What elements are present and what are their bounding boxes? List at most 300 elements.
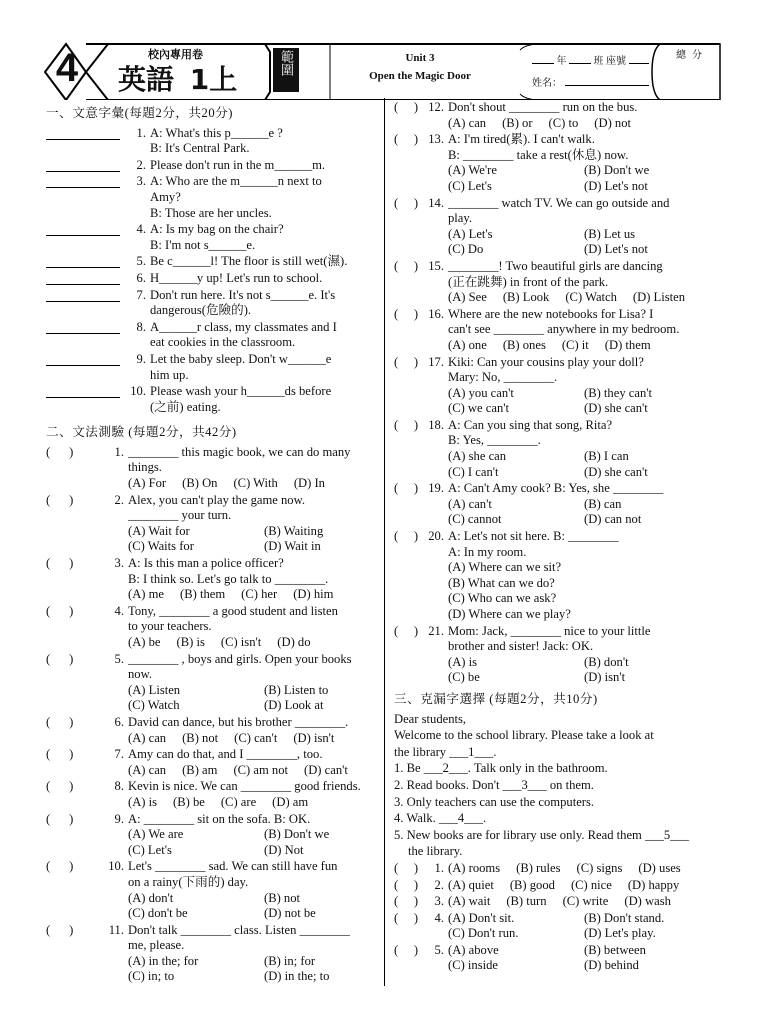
options xyxy=(448,116,724,132)
passage-line: 4. Walk. ___4___. xyxy=(394,811,487,826)
option[interactable]: (B) Don't stand. xyxy=(584,910,665,925)
item-number: 7. xyxy=(136,287,146,302)
answer-paren[interactable]: ( ) xyxy=(394,481,419,496)
option[interactable]: (D) Let's not xyxy=(584,242,648,257)
item-number: 12. xyxy=(428,100,444,114)
item-line: Don't shout ________ run on the bus. xyxy=(448,100,638,114)
answer-paren[interactable]: ( ) xyxy=(46,444,74,459)
option[interactable]: (A) don't xyxy=(128,890,174,905)
mc-item xyxy=(46,812,381,859)
option[interactable]: (B) Don't we xyxy=(584,163,650,178)
option[interactable]: (A) can't xyxy=(448,496,492,511)
answer-paren[interactable]: ( ) xyxy=(394,417,419,432)
vocab-item xyxy=(46,288,381,319)
option[interactable]: (D) Let's not xyxy=(584,178,648,193)
option[interactable]: (C) Do xyxy=(448,242,484,257)
option[interactable]: (B) between xyxy=(584,942,646,957)
answer-paren[interactable]: ( ) xyxy=(394,623,419,638)
option[interactable]: (B) them xyxy=(180,587,226,602)
mc-item xyxy=(394,307,724,354)
option[interactable]: (D) she can't xyxy=(584,401,648,416)
option[interactable]: (A) above xyxy=(448,942,499,957)
option[interactable]: (C) it xyxy=(561,337,589,352)
option[interactable]: (A) is xyxy=(448,654,478,669)
item-number: 9. xyxy=(114,811,124,826)
option[interactable]: (D) him xyxy=(293,587,334,602)
item-text xyxy=(128,715,381,746)
mc-item xyxy=(394,196,724,258)
item-line: David can dance, but his brother ________. xyxy=(128,714,349,729)
mc-item xyxy=(394,418,724,480)
option[interactable]: (A) can xyxy=(128,762,167,777)
item-line: ________ watch TV. We can go outside and xyxy=(448,195,670,210)
item-text xyxy=(128,556,381,603)
mc-item xyxy=(46,747,381,778)
item-text xyxy=(150,352,381,383)
option[interactable]: (B) Waiting xyxy=(264,523,324,538)
item-number: 16. xyxy=(428,306,444,321)
item-line: now. xyxy=(128,667,153,682)
option[interactable]: (C) Let's xyxy=(128,842,172,857)
item-text xyxy=(128,652,400,714)
item-number: 3. xyxy=(114,556,124,571)
option[interactable]: (B) ones xyxy=(502,337,546,352)
item-number: 1. xyxy=(136,125,146,140)
item-line: B: I think so. Let's go talk to ________. xyxy=(128,571,329,586)
option[interactable]: (B) not xyxy=(182,730,219,745)
option[interactable]: (D) In xyxy=(293,476,325,491)
item-number: 19. xyxy=(428,481,444,496)
option[interactable]: (A) wait xyxy=(448,894,491,909)
mc-item xyxy=(46,604,381,651)
answer-paren[interactable]: ( ) xyxy=(394,894,419,909)
option[interactable]: (B) Let us xyxy=(584,226,636,241)
option[interactable]: (D) can't xyxy=(304,762,348,777)
vocab-item xyxy=(46,126,381,157)
item-number: 7. xyxy=(114,747,124,762)
item-line: Don't talk ________ class. Listen ________ xyxy=(128,922,350,937)
option[interactable]: (D) Not xyxy=(264,842,304,857)
mc-item xyxy=(46,493,381,555)
option[interactable]: (C) Let's xyxy=(448,178,492,193)
option[interactable]: (B) in; for xyxy=(264,953,316,968)
item-line: ________ your turn. xyxy=(128,508,232,523)
option[interactable]: (B) not xyxy=(264,890,301,905)
item-number: 4. xyxy=(114,603,124,618)
item-line: Let the baby sleep. Don't w______e xyxy=(150,351,332,366)
item-number: 3. xyxy=(136,174,146,189)
option[interactable]: (D) Let's play. xyxy=(584,926,656,941)
vocab-item xyxy=(46,352,381,383)
option[interactable]: (C) Who can we ask? xyxy=(448,591,557,606)
item-line: on a rainy(下雨的) day. xyxy=(128,874,249,889)
option[interactable]: (C) Watch xyxy=(565,290,617,305)
option[interactable]: (B) On xyxy=(182,476,218,491)
mc-item xyxy=(394,355,724,417)
item-number: 15. xyxy=(428,258,444,273)
subject: 英語 xyxy=(118,63,175,96)
answer-paren[interactable]: ( ) xyxy=(394,354,419,369)
passage-line: Dear students, xyxy=(394,711,467,726)
vocab-item xyxy=(46,254,381,270)
vocab-item xyxy=(46,271,381,287)
option[interactable]: (A) be xyxy=(128,635,161,649)
option[interactable]: (B) is xyxy=(176,635,205,649)
option[interactable]: (A) in the; for xyxy=(128,953,199,968)
option[interactable]: (D) Listen xyxy=(632,290,686,305)
options xyxy=(448,290,724,306)
item-line: Mom: Jack, ________ nice to your little xyxy=(448,623,651,638)
mc-item xyxy=(394,529,724,623)
options xyxy=(448,497,724,528)
option[interactable]: (A) me xyxy=(128,587,165,602)
options xyxy=(128,795,381,811)
item-number: 21. xyxy=(428,623,444,638)
item-line: A: Is this man a police officer? xyxy=(128,556,284,571)
item-number: 5. xyxy=(434,942,444,957)
item-number: 1. xyxy=(114,444,124,459)
item-line: ________ , boys and girls. Open your books xyxy=(128,651,352,666)
item-text xyxy=(150,158,381,174)
item-text xyxy=(448,894,724,910)
option[interactable]: (D) do xyxy=(277,635,311,649)
option[interactable]: (C) don't be xyxy=(128,906,188,921)
item-line: Amy can do that, and I ________, too. xyxy=(128,747,323,762)
vocab-item xyxy=(46,174,381,221)
option[interactable]: (A) Listen xyxy=(128,682,181,697)
option[interactable]: (A) For xyxy=(128,476,167,491)
option[interactable]: (C) Watch xyxy=(128,698,180,713)
item-text xyxy=(150,384,381,415)
section1-title: 一、文意字彙(每題2分，共20分) xyxy=(46,106,233,120)
answer-paren[interactable]: ( ) xyxy=(394,132,419,147)
item-number: 6. xyxy=(114,714,124,729)
item-number: 10. xyxy=(130,384,146,399)
option[interactable]: (D) not xyxy=(594,115,632,130)
item-text xyxy=(448,911,724,942)
answer-paren[interactable]: ( ) xyxy=(394,942,419,957)
options xyxy=(448,386,724,417)
option[interactable]: (A) can xyxy=(448,115,487,130)
answer-paren[interactable]: ( ) xyxy=(394,195,419,210)
answer-paren[interactable]: ( ) xyxy=(46,922,74,937)
mc-item xyxy=(394,624,724,686)
mc-item xyxy=(394,911,724,942)
item-number: 13. xyxy=(428,132,444,147)
option[interactable]: (D) wash xyxy=(624,894,671,909)
unit-label: Unit 3 xyxy=(405,52,435,64)
option[interactable]: (D) can not xyxy=(584,512,642,527)
item-line: B: Those are her uncles. xyxy=(150,205,272,220)
item-line: Alex, you can't play the game now. xyxy=(128,492,306,507)
option[interactable]: (B) don't xyxy=(584,654,629,669)
item-text xyxy=(150,254,381,270)
answer-paren[interactable]: ( ) xyxy=(46,811,74,826)
answer-paren[interactable]: ( ) xyxy=(46,651,74,666)
option[interactable]: (C) her xyxy=(241,587,278,602)
options xyxy=(128,587,381,603)
item-line: A: In my room. xyxy=(448,544,527,559)
item-line: B: Yes, ________. xyxy=(448,433,541,448)
mc-item xyxy=(46,779,381,810)
item-text xyxy=(150,174,381,221)
name-field[interactable] xyxy=(532,74,649,89)
answer-blank[interactable] xyxy=(46,174,120,188)
option[interactable]: (C) we can't xyxy=(448,401,510,416)
item-line: A: Can't Amy cook? B: Yes, she ________ xyxy=(448,481,664,496)
options xyxy=(448,338,724,354)
item-number: 3. xyxy=(434,894,444,909)
option[interactable]: (C) inside xyxy=(448,958,499,973)
option[interactable]: (B) am xyxy=(182,762,218,777)
option[interactable]: (C) nice xyxy=(570,877,612,892)
item-number: 10. xyxy=(108,859,124,874)
option[interactable]: (D) happy xyxy=(627,877,680,892)
option[interactable]: (C) With xyxy=(233,476,278,491)
option[interactable]: (D) she can't xyxy=(584,464,648,479)
item-line: Don't run here. It's not s______e. It's xyxy=(150,287,336,302)
item-line: Kevin is nice. We can ________ good friends. xyxy=(128,779,361,794)
option[interactable]: (C) in; to xyxy=(128,969,175,984)
option[interactable]: (A) Don't sit. xyxy=(448,910,515,925)
item-line: things. xyxy=(128,460,162,475)
section3-items xyxy=(394,861,724,974)
option[interactable]: (C) cannot xyxy=(448,512,502,527)
option[interactable]: (C) can't xyxy=(234,730,278,745)
item-line: Let's ________ sad. We can still have fun xyxy=(128,859,338,874)
item-text xyxy=(448,196,724,258)
answer-paren[interactable]: ( ) xyxy=(46,779,74,794)
option[interactable]: (A) See xyxy=(448,290,487,305)
item-number: 18. xyxy=(428,417,444,432)
section3-title: 三、克漏字選擇 (每題2分，共10分) xyxy=(394,691,598,706)
option[interactable]: (D) am xyxy=(272,794,309,809)
option[interactable]: (D) uses xyxy=(638,860,681,875)
option[interactable]: (A) is xyxy=(128,794,158,809)
option[interactable]: (A) Let's xyxy=(448,226,493,241)
item-line: Where are the new notebooks for Lisa? I xyxy=(448,306,654,321)
option[interactable]: (C) signs xyxy=(576,860,623,875)
item-line: A______r class, my classmates and I xyxy=(150,319,337,334)
answer-paren[interactable]: ( ) xyxy=(394,910,419,925)
mc-item xyxy=(46,923,381,985)
option[interactable]: (B) be xyxy=(173,794,205,809)
item-number: 5. xyxy=(114,651,124,666)
cloze-passage xyxy=(394,712,724,860)
option[interactable]: (C) write xyxy=(562,894,609,909)
item-text xyxy=(128,859,400,921)
option[interactable]: (D) in the; to xyxy=(264,969,330,984)
answer-blank[interactable] xyxy=(46,384,120,398)
option[interactable]: (D) Where can we play? xyxy=(448,607,571,621)
mc-item xyxy=(46,556,381,603)
year-label: 年 xyxy=(556,56,567,67)
answer-paren[interactable]: ( ) xyxy=(46,714,74,729)
item-number: 4. xyxy=(136,222,146,237)
passage-line: the library. xyxy=(408,844,463,859)
option[interactable]: (D) Look at xyxy=(264,698,324,713)
answer-paren[interactable]: ( ) xyxy=(394,100,419,114)
answer-blank[interactable] xyxy=(46,288,120,302)
item-number: 17. xyxy=(428,354,444,369)
answer-blank[interactable] xyxy=(46,320,120,334)
option[interactable]: (A) you can't xyxy=(448,385,514,400)
item-line: him up. xyxy=(150,367,189,382)
option[interactable]: (A) Wait for xyxy=(128,523,190,538)
option[interactable]: (B) Don't we xyxy=(264,827,330,842)
option[interactable]: (B) Look xyxy=(502,290,550,305)
option[interactable]: (A) can xyxy=(128,730,167,745)
item-number: 2. xyxy=(136,157,146,172)
option[interactable]: (D) Wait in xyxy=(264,539,321,554)
item-line: play. xyxy=(448,211,473,226)
mc-item xyxy=(46,859,381,921)
option[interactable]: (A) Where can we sit? xyxy=(448,560,562,575)
options xyxy=(128,891,400,922)
passage-line: 5. New books are for library use only. Read them ___5___ xyxy=(394,827,690,842)
item-number: 9. xyxy=(136,351,146,366)
vocab-item xyxy=(46,384,381,415)
item-text xyxy=(128,923,400,985)
option[interactable]: (B) turn xyxy=(506,894,547,909)
answer-blank[interactable] xyxy=(46,158,120,172)
option[interactable]: (D) them xyxy=(604,337,651,352)
option[interactable]: (A) We're xyxy=(448,163,497,178)
item-text xyxy=(448,861,724,877)
options xyxy=(448,943,724,974)
name-label: 姓名： xyxy=(532,78,562,89)
item-line: to your teachers. xyxy=(128,619,212,634)
option[interactable]: (A) she can xyxy=(448,449,507,464)
item-text xyxy=(448,100,724,131)
answer-blank[interactable] xyxy=(46,352,120,366)
answer-paren[interactable]: ( ) xyxy=(46,556,74,571)
answer-blank[interactable] xyxy=(46,271,120,285)
item-text xyxy=(448,307,724,354)
options xyxy=(128,827,400,858)
option[interactable]: (C) Don't run. xyxy=(448,926,519,941)
option[interactable]: (A) one xyxy=(448,337,487,352)
answer-paren[interactable]: ( ) xyxy=(394,258,419,273)
answer-blank[interactable] xyxy=(46,222,120,236)
option[interactable]: (A) We are xyxy=(128,827,184,842)
item-text xyxy=(150,222,381,253)
option[interactable]: (D) not be xyxy=(264,906,316,921)
option[interactable]: (C) to xyxy=(548,115,579,130)
left-column xyxy=(46,100,381,986)
item-number: 8. xyxy=(136,319,146,334)
option[interactable]: (B) good xyxy=(509,877,555,892)
score-label: 總分 xyxy=(676,50,708,61)
item-line: A: I'm tired(累). I can't walk. xyxy=(448,132,595,147)
item-number: 11. xyxy=(108,922,124,937)
option[interactable]: (D) isn't xyxy=(293,730,335,745)
mc-item xyxy=(46,445,381,492)
answer-paren[interactable]: ( ) xyxy=(394,877,419,892)
passage-line: 1. Be ___2___. Talk only in the bathroom. xyxy=(394,761,608,776)
item-line: brother and sister! Jack: OK. xyxy=(448,639,594,654)
item-line: B: I'm not s______e. xyxy=(150,237,256,252)
option[interactable]: (B) What can we do? xyxy=(448,575,555,590)
item-line: B: ________ take a rest(休息) now. xyxy=(448,147,629,162)
school-label: 校內專用卷 xyxy=(148,49,203,61)
option[interactable]: (A) rooms xyxy=(448,860,501,875)
item-text xyxy=(150,320,381,351)
item-number: 8. xyxy=(114,779,124,794)
options xyxy=(448,163,724,194)
option[interactable]: (C) am not xyxy=(233,762,289,777)
option[interactable]: (B) I can xyxy=(584,449,629,464)
mc-item xyxy=(394,894,724,910)
mc-item xyxy=(394,259,724,306)
answer-blank[interactable] xyxy=(46,254,120,268)
options xyxy=(128,763,381,779)
item-line: A: Is my bag on the chair? xyxy=(150,222,284,237)
options xyxy=(448,894,724,910)
answer-paren[interactable]: ( ) xyxy=(46,859,74,874)
option[interactable]: (D) behind xyxy=(584,958,639,973)
item-text xyxy=(448,943,724,974)
answer-paren[interactable]: ( ) xyxy=(394,529,419,544)
answer-blank[interactable] xyxy=(46,126,120,140)
section1-items xyxy=(46,126,381,416)
item-number: 20. xyxy=(428,529,444,544)
option[interactable]: (B) or xyxy=(502,115,533,130)
option[interactable]: (A) quiet xyxy=(448,877,494,892)
answer-paren[interactable]: ( ) xyxy=(46,747,74,762)
option[interactable]: (B) rules xyxy=(516,860,561,875)
mc-item xyxy=(394,878,724,894)
item-number: 2. xyxy=(434,877,444,892)
option[interactable]: (C) are xyxy=(220,794,257,809)
item-number: 2. xyxy=(114,492,124,507)
right-column xyxy=(394,100,724,975)
answer-paren[interactable]: ( ) xyxy=(46,603,74,618)
item-line: Kiki: Can your cousins play your doll? xyxy=(448,354,644,369)
item-line: Amy? xyxy=(150,189,181,204)
option[interactable]: (C) I can't xyxy=(448,464,499,479)
item-line: B: It's Central Park. xyxy=(150,141,250,156)
option[interactable]: (B) they can't xyxy=(584,385,653,400)
passage-line: the library ___1___. xyxy=(394,744,497,759)
item-text xyxy=(128,604,381,651)
options xyxy=(448,861,724,877)
item-line: A: Can you sing that song, Rita? xyxy=(448,417,613,432)
unit-title: Open the Magic Door xyxy=(369,70,471,82)
option[interactable]: (C) Waits for xyxy=(128,539,194,554)
option[interactable]: (D) isn't xyxy=(584,670,626,685)
vocab-item xyxy=(46,222,381,253)
options xyxy=(448,560,724,622)
option[interactable]: (B) Listen to xyxy=(264,682,329,697)
subject-title xyxy=(118,58,237,98)
item-number: 14. xyxy=(428,195,444,210)
option[interactable]: (C) be xyxy=(448,670,480,685)
option[interactable]: (C) isn't xyxy=(220,635,262,649)
options xyxy=(128,683,400,714)
answer-paren[interactable]: ( ) xyxy=(394,306,419,321)
item-line: me, please. xyxy=(128,938,185,953)
answer-paren[interactable]: ( ) xyxy=(46,492,74,507)
option[interactable]: (B) can xyxy=(584,496,622,511)
exam-header xyxy=(0,0,768,100)
section2-items-right xyxy=(394,100,724,686)
item-text xyxy=(128,445,381,492)
item-number: 1. xyxy=(434,860,444,875)
passage-line: 3. Only teachers can use the computers. xyxy=(394,794,595,809)
item-number: 4. xyxy=(434,910,444,925)
answer-paren[interactable]: ( ) xyxy=(394,860,419,875)
